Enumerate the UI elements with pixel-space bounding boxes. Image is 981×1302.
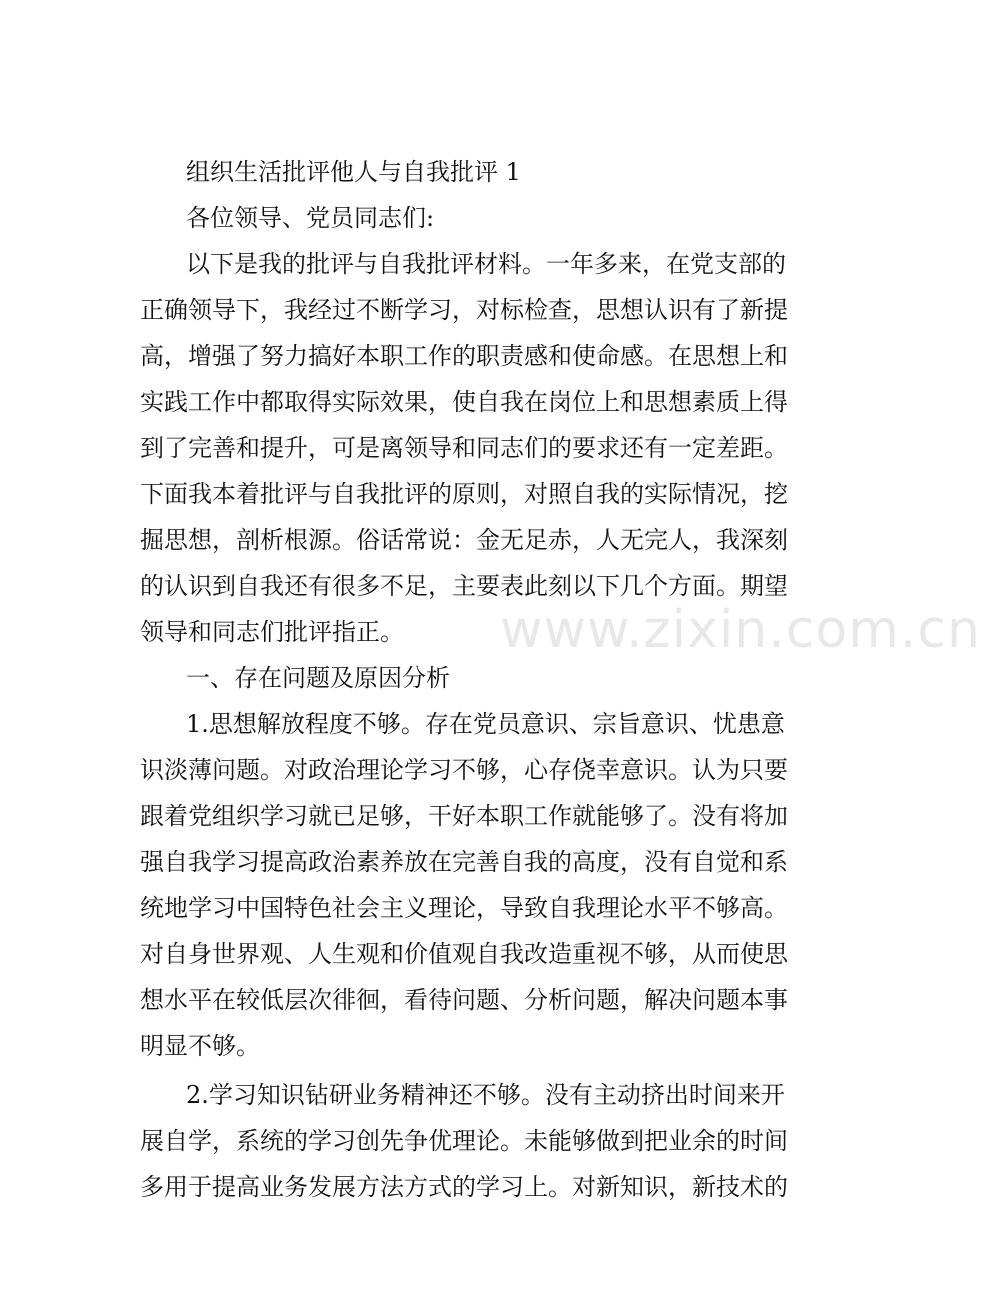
paragraph-line: 展自学，系统的学习创先争优理论。未能够做到把业余的时间 — [140, 1127, 788, 1155]
paragraph-line: 高，增强了努力搞好本职工作的职责感和使命感。在思想上和 — [140, 342, 788, 370]
paragraph-line: 到了完善和提升，可是离领导和同志们的要求还有一定差距。 — [140, 434, 788, 462]
paragraph-line: 以下是我的批评与自我批评材料。一年多来，在党支部的 — [186, 250, 786, 278]
paragraph-line: 识淡薄问题。对政治理论学习不够，心存侥幸意识。认为只要 — [140, 756, 788, 784]
paragraph-line: 领导和同志们批评指正。 — [140, 618, 404, 646]
paragraph-line: 的认识到自我还有很多不足，主要表此刻以下几个方面。期望 — [140, 572, 788, 600]
paragraph-line: 正确领导下，我经过不断学习，对标检查，思想认识有了新提 — [140, 296, 788, 324]
paragraph-line: 多用于提高业务发展方法方式的学习上。对新知识，新技术的 — [140, 1173, 788, 1201]
section-heading: 一、存在问题及原因分析 — [186, 664, 450, 692]
paragraph-line: 掘思想，剖析根源。俗话常说：金无足赤，人无完人，我深刻 — [140, 526, 788, 554]
paragraph-line: 1.思想解放程度不够。存在党员意识、宗旨意识、忧患意 — [186, 710, 785, 738]
document-title: 组织生活批评他人与自我批评 1 — [186, 158, 521, 186]
paragraph-line: 明显不够。 — [140, 1032, 260, 1060]
salutation: 各位领导、党员同志们: — [186, 204, 435, 232]
paragraph-line: 强自我学习提高政治素养放在完善自我的高度，没有自觉和系 — [140, 848, 788, 876]
paragraph-line: 2.学习知识钻研业务精神还不够。没有主动挤出时间来开 — [186, 1081, 785, 1109]
paragraph-line: 想水平在较低层次徘徊，看待问题、分析问题，解决问题本事 — [140, 986, 788, 1014]
watermark: www.zixin.com.cn — [500, 600, 981, 660]
paragraph-line: 跟着党组织学习就已足够，干好本职工作就能够了。没有将加 — [140, 802, 788, 830]
paragraph-line: 下面我本着批评与自我批评的原则，对照自我的实际情况，挖 — [140, 480, 788, 508]
paragraph-line: 实践工作中都取得实际效果，使自我在岗位上和思想素质上得 — [140, 388, 788, 416]
paragraph-line: 统地学习中国特色社会主义理论，导致自我理论水平不够高。 — [140, 894, 788, 922]
paragraph-line: 对自身世界观、人生观和价值观自我改造重视不够，从而使思 — [140, 940, 788, 968]
